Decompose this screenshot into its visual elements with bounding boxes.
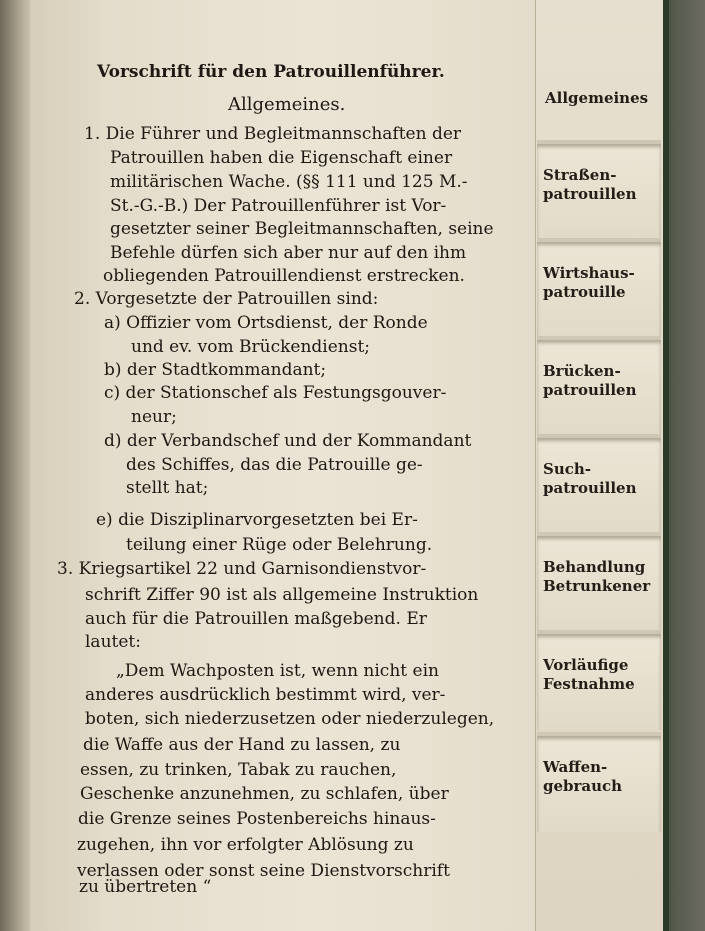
text-line: neur;	[131, 407, 177, 427]
text-line: St.-G.-B.) Der Patrouillenführer ist Vor-	[110, 196, 447, 216]
thumb-tab-label[interactable]: Waffen- gebrauch	[543, 758, 623, 795]
text-line: stellt hat;	[126, 478, 209, 498]
text-line: und ev. vom Brückendienst;	[131, 337, 371, 357]
text-line: 2. Vorgesetzte der Patrouillen sind:	[74, 289, 379, 309]
text-line: a) Offizier vom Ortsdienst, der Ronde	[104, 313, 428, 333]
text-line: e) die Disziplinarvorgesetzten bei Er-	[96, 510, 418, 530]
thumb-tab-label[interactable]: Vorläufige Festnahme	[543, 656, 635, 693]
quote-line: essen, zu trinken, Tabak zu rauchen,	[80, 760, 397, 780]
text-line: obliegenden Patrouillendienst erstrecken.	[103, 266, 465, 286]
quote-line: Geschenke anzunehmen, zu schlafen, über	[80, 784, 449, 804]
text-line: teilung einer Rüge oder Belehrung.	[126, 535, 433, 555]
quote-line: „Dem Wachposten ist, wenn nicht ein	[116, 661, 439, 681]
thumb-tab-label[interactable]: Straßen- patrouillen	[543, 166, 637, 203]
text-line: d) der Verbandschef und der Kommandant	[104, 431, 472, 451]
thumb-tab-label[interactable]: Such- patrouillen	[543, 460, 637, 497]
text-line: des Schiffes, das die Patrouille ge-	[126, 455, 423, 475]
section-heading: Allgemeines.	[228, 94, 346, 115]
thumb-tab-label[interactable]: Behandlung Betrunkener	[543, 558, 651, 595]
text-line: b) der Stadtkommandant;	[104, 360, 327, 380]
thumb-tab-label[interactable]: Wirtshaus- patrouille	[543, 264, 635, 301]
text-line: auch für die Patrouillen maßgebend. Er	[85, 609, 427, 629]
text-line: militärischen Wache. (§§ 111 und 125 M.-	[110, 172, 468, 192]
text-line: schrift Ziffer 90 ist als allgemeine Instruktion	[85, 585, 479, 605]
text-line: 1. Die Führer und Begleitmannschaften der	[84, 124, 462, 144]
quote-line: zugehen, ihn vor erfolgter Ablösung zu	[77, 835, 414, 855]
quote-line: verlassen oder sonst seine Dienstvorschrift	[77, 861, 450, 881]
quote-line: die Grenze seines Postenbereichs hinaus-	[78, 809, 436, 829]
text-line: gesetzter seiner Begleitmannschaften, seine	[110, 219, 494, 239]
quote-line: die Waffe aus der Hand zu lassen, zu	[83, 735, 401, 755]
text-line: Befehle dürfen sich aber nur auf den ihm	[110, 243, 467, 263]
thumb-tab-label[interactable]: Brücken- patrouillen	[543, 362, 637, 399]
text-line: 3. Kriegsartikel 22 und Garnisondienstvor-	[57, 559, 427, 579]
quote-line: zu übertreten “	[79, 877, 212, 897]
page-title: Vorschrift für den Patrouillenführer.	[97, 62, 445, 82]
thumb-tab-label[interactable]: Allgemeines	[545, 89, 649, 107]
book-gutter	[0, 0, 34, 931]
text-line: c) der Stationschef als Festungsgouver-	[104, 383, 447, 403]
text-line: lautet:	[85, 632, 141, 652]
text-line: Patrouillen haben die Eigenschaft einer	[110, 148, 453, 168]
quote-line: anderes ausdrücklich bestimmt wird, ver-	[85, 685, 446, 705]
quote-line: boten, sich niederzusetzen oder niederzulegen,	[85, 709, 495, 729]
